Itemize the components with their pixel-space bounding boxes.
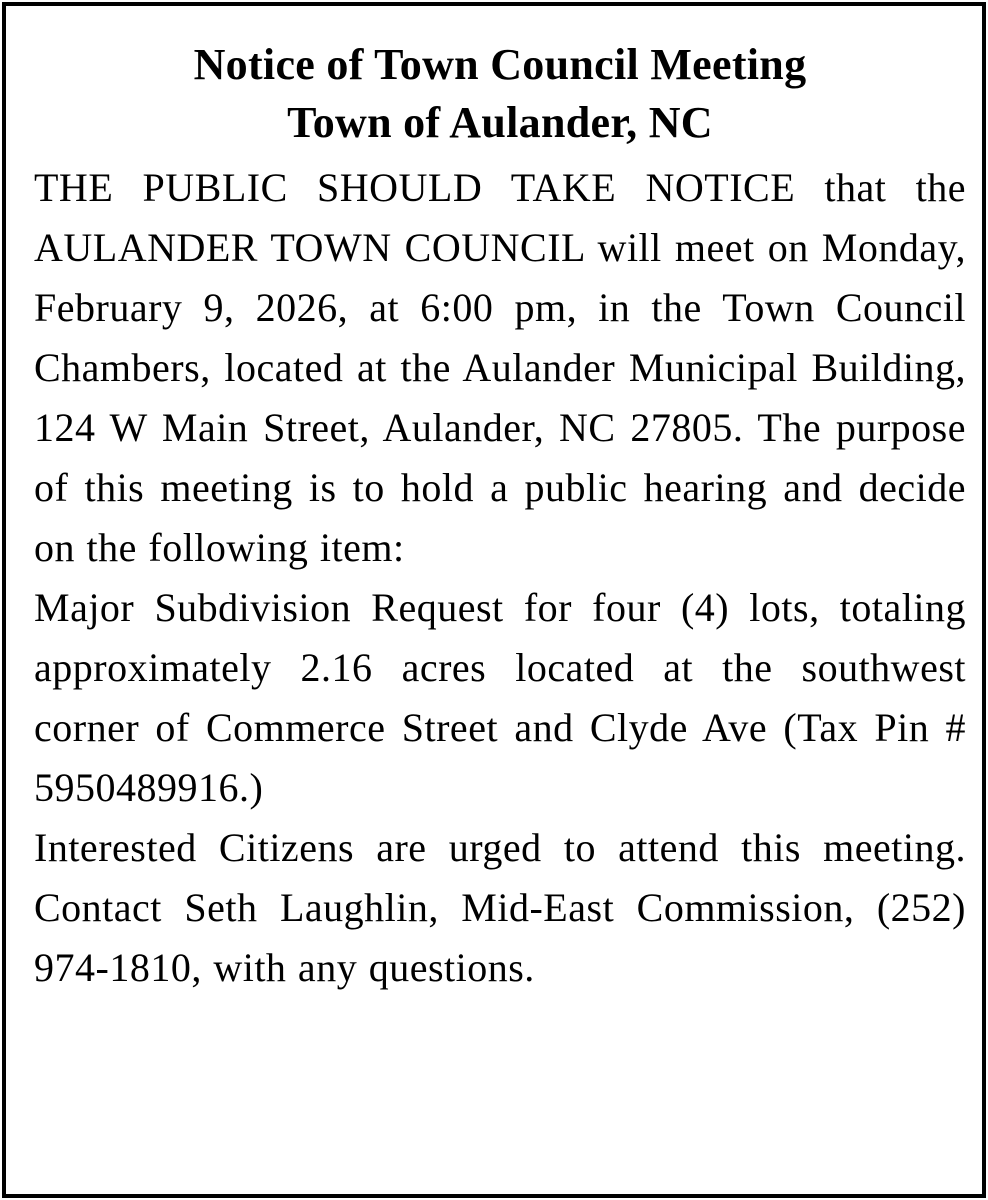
notice-title: [34, 36, 966, 152]
meeting-details-paragraph: THE PUBLIC SHOULD TAKE NOTICE that the AULANDER TOWN COUNCIL will meet on Monday, February 9, 2026, at 6:00 pm, in the Town Council Chambers, located at the Aulander Municipal Building, 124 W Main Street, Aulander, NC 27805. The purpose of this meeting is to hold a public hearing and decide on the following item:: [34, 165, 966, 570]
contact-paragraph: Interested Citizens are urged to attend this meeting. Contact Seth Laughlin, Mid-East Commission, (252) 974-1810, with any questions.: [34, 825, 966, 990]
notice-content: [34, 36, 966, 998]
notice-title-line-1: Notice of Town Council Meeting: [193, 40, 807, 89]
notice-title-line-2: Town of Aulander, NC: [287, 98, 713, 147]
notice-frame: [2, 2, 986, 1198]
agenda-item-paragraph: Major Subdivision Request for four (4) lots, totaling approximately 2.16 acres located at the southwest corner of Commerce Street and Clyde Ave (Tax Pin # 5950489916.): [34, 585, 966, 810]
